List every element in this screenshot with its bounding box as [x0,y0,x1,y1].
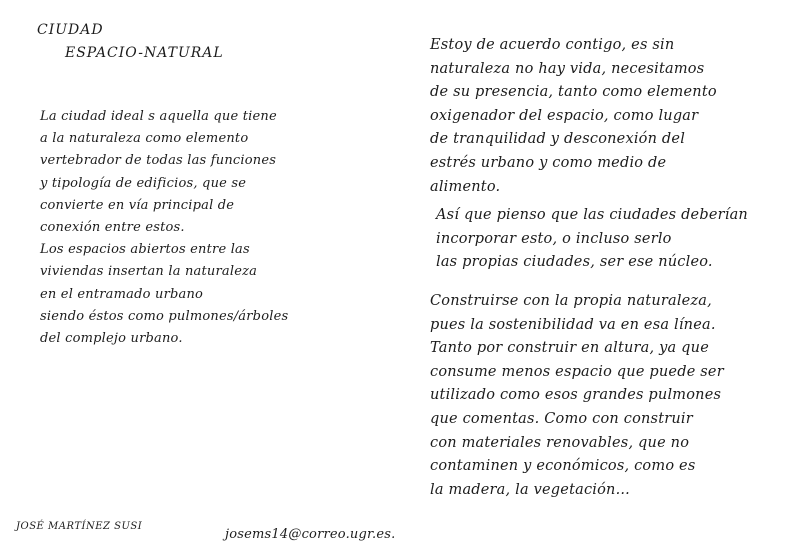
author-signature: JOSÉ MARTÍNEZ SUSI [16,521,143,532]
reply-paragraph-1 [430,34,717,199]
left-text-line: vertebrador de todas las funciones [40,153,277,169]
reply-line: la madera, la vegetación... [430,481,630,498]
left-text-line: en el entramado urbano [40,286,204,302]
reply-line: naturaleza no hay vida, necesitamos [430,60,705,77]
title-ciudad: CIUDAD [37,22,104,38]
left-text-line: convierte en vía principal de [40,197,235,213]
reply-paragraph-3 [430,290,724,502]
left-text-line: Los espacios abiertos entre las [40,242,250,258]
reply-line: con materiales renovables, que no [430,434,690,451]
reply-line: Así que pienso que las ciudades deberían [436,207,748,223]
reply-line: Construirse con la propia naturaleza, [430,293,712,309]
reply-line: consume menos espacio que puede ser [430,363,724,380]
reply-line: utilizado como esos grandes pulmones [430,387,722,404]
reply-line: estrés urbano y como medio de [430,154,667,171]
reply-line: contaminen y económicos, como es [430,458,696,475]
reply-line: oxigenador del espacio, como lugar [430,107,699,124]
left-text-line: siendo éstos como pulmones/árboles [40,308,289,324]
left-text-line: y tipología de edificios, que se [40,175,247,191]
reply-line: que comentas. Como con construir [430,410,693,427]
reply-line: pues la sostenibilidad va en esa línea. [430,316,716,333]
reply-line: Tanto por construir en altura, ya que [430,340,709,357]
author-email: josems14@correo.ugr.es. [225,527,396,542]
left-text-line: conexión entre estos. [40,220,185,236]
reply-line: de tranquilidad y desconexión del [430,131,686,148]
reply-line: incorporar esto, o incluso serlo [436,230,672,247]
left-text-line: La ciudad ideal s aquella que tiene [40,109,277,124]
reply-line: alimento. [430,178,501,195]
left-text-line: del complejo urbano. [40,331,183,347]
left-text-line: a la naturaleza como elemento [40,131,249,147]
left-text-block [40,106,360,350]
reply-paragraph-2 [436,204,748,275]
reply-line: las propias ciudades, ser ese núcleo. [436,254,713,271]
reply-line: de su presencia, tanto como elemento [430,84,717,101]
title-espacio-natural: ESPACIO-NATURAL [65,45,224,61]
reply-line: Estoy de acuerdo contigo, es sin [430,37,675,53]
left-text-line: viviendas insertan la naturaleza [40,264,258,280]
